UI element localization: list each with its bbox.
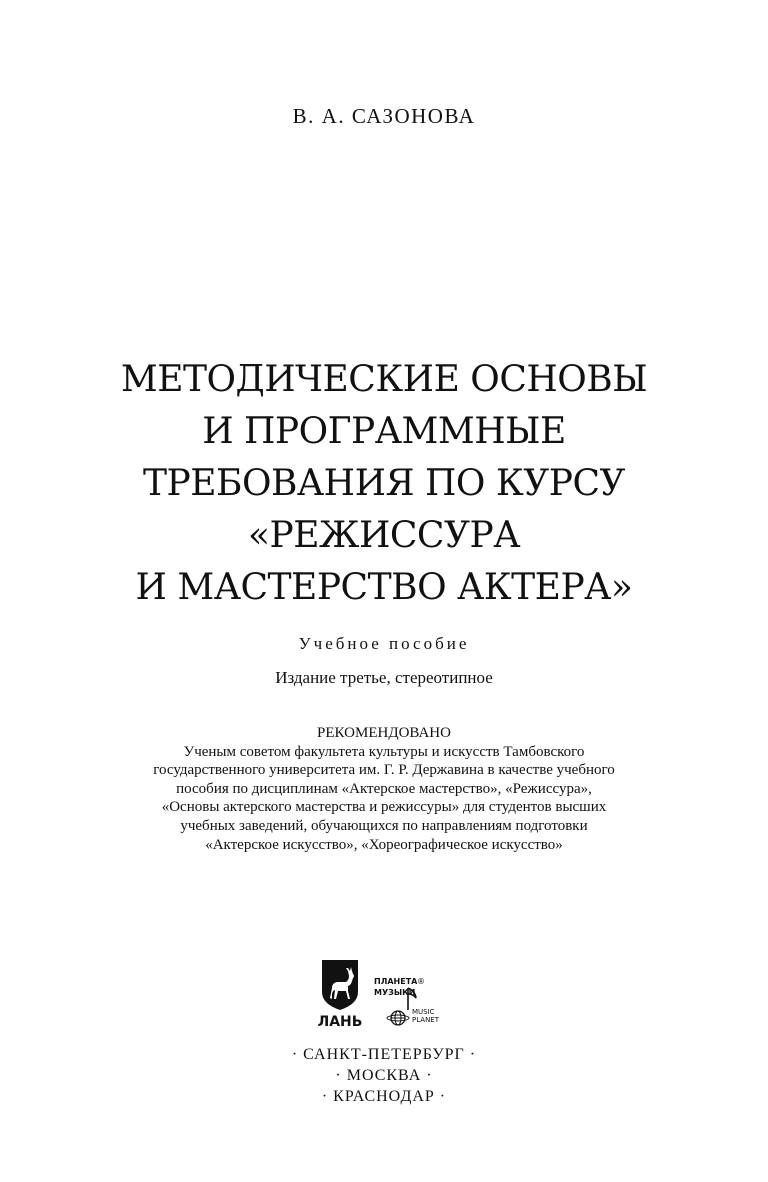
title-line: «РЕЖИССУРА: [248, 515, 520, 556]
title-line: И МАСТЕРСТВО АКТЕРА»: [135, 567, 633, 608]
city-line: · САНКТ-ПЕТЕРБУРГ ·: [291, 1046, 477, 1063]
title-line: ТРЕБОВАНИЯ ПО КУРСУ: [142, 463, 626, 504]
planet-text-1: ПЛАНЕТА: [374, 977, 418, 986]
planet-music-icon: [374, 977, 440, 1025]
publisher-logos-svg: [318, 958, 458, 1038]
registered-mark: ®: [417, 977, 425, 986]
title-line: И ПРОГРАММНЫЕ: [202, 411, 566, 452]
recommendation-line: «Актерское искусство», «Хореографическое искусство»: [205, 836, 563, 853]
recommendation-line: пособия по дисциплинам «Актерское мастерство», «Режиссура»,: [176, 780, 592, 797]
planet-en-text: PLANET: [412, 1016, 440, 1024]
recommendation-heading: РЕКОМЕНДОВАНО: [317, 725, 451, 741]
book-title: [0, 354, 768, 614]
city-line: · МОСКВА ·: [335, 1067, 433, 1084]
book-subtitle: Учебное пособие: [298, 634, 470, 653]
recommendation-block: [0, 724, 768, 854]
edition-note: Издание третье, стереотипное: [275, 668, 493, 687]
publisher-cities: [0, 1044, 768, 1107]
title-line: МЕТОДИЧЕСКИЕ ОСНОВЫ: [120, 359, 648, 400]
recommendation-line: «Основы актерского мастерства и режиссуры» для студентов высших: [161, 799, 607, 816]
recommendation-line: учебных заведений, обучающихся по направлениям подготовки: [180, 817, 588, 834]
author-name: В. А. САЗОНОВА: [292, 104, 476, 128]
publisher-logos: [318, 958, 458, 1038]
music-text: MUSIC: [412, 1008, 435, 1016]
recommendation-line: Ученым советом факультета культуры и искусств Тамбовского: [183, 743, 585, 760]
city-line: · КРАСНОДАР ·: [321, 1088, 447, 1105]
lan-logo-text: ЛАНЬ: [318, 1014, 363, 1030]
lan-deer-icon: [318, 960, 362, 1030]
planet-text-2: МУЗЫКИ: [374, 988, 416, 997]
recommendation-line: государственного университета им. Г. Р. Державина в качестве учебного: [153, 762, 615, 779]
